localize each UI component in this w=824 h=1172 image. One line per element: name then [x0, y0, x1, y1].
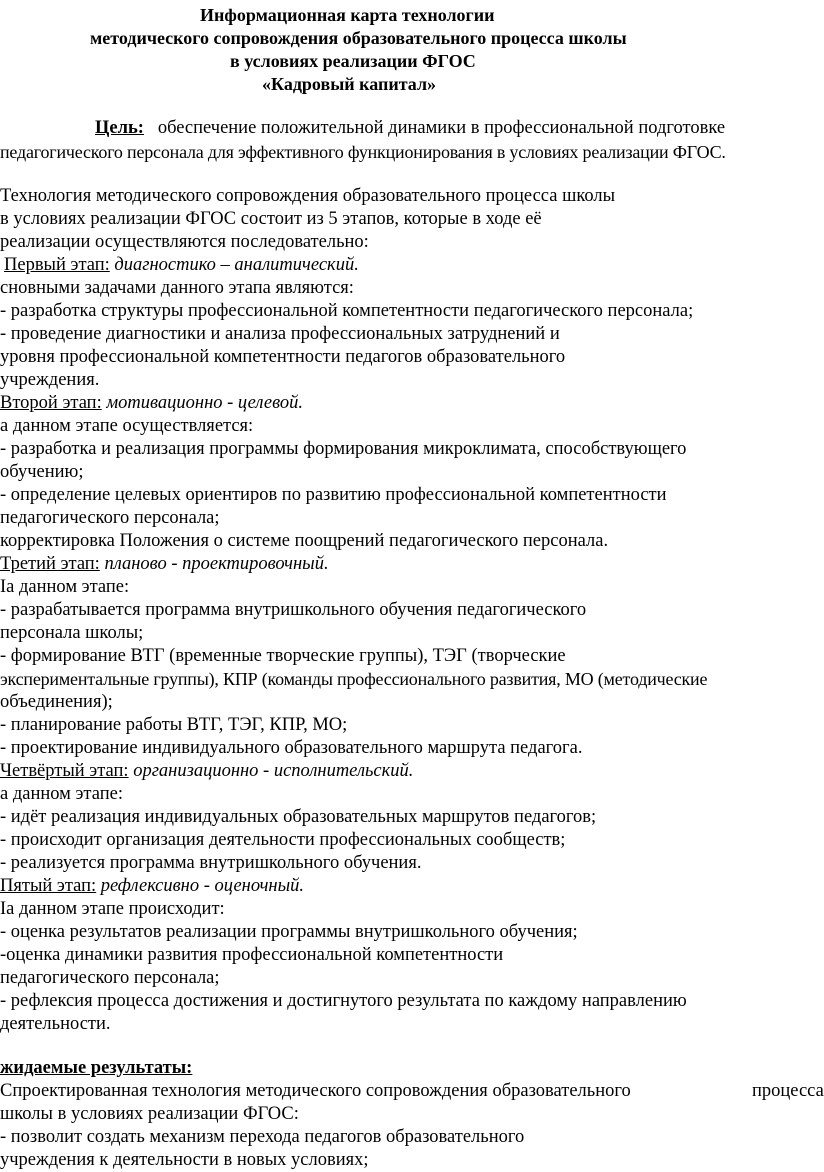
stage3-line: персонала школы;	[0, 623, 144, 643]
doc-title-line-3: в условиях реализации ФГОС	[230, 51, 476, 71]
stage3-line: экспериментальные группы), КПР (команды профессионального развития, МО (методические	[0, 669, 708, 689]
stage5-line: - рефлексия процесса достижения и достигнутого результата по каждому направлению	[0, 991, 687, 1011]
stage1-line: уровня профессиональной компетентности педагогов образовательного	[0, 347, 566, 367]
stage4-name: организационно - исполнительский.	[133, 761, 414, 781]
stage2-line: педагогического персонала;	[0, 508, 220, 528]
stage5-line: деятельности.	[0, 1014, 111, 1034]
stage4-label: Четвёртый этап:	[0, 761, 129, 781]
stage1-line: сновными задачами данного этапа являются:	[0, 278, 354, 298]
stage1-name: диагностико – аналитический.	[114, 255, 359, 275]
stage5-label: Пятый этап:	[0, 876, 97, 896]
stage5-line: Іа данном этапе происходит:	[0, 899, 225, 919]
stage3-line: - разрабатывается программа внутришкольного обучения педагогического	[0, 600, 587, 620]
goal-label: Цель:	[95, 118, 144, 138]
stage3-header	[0, 553, 329, 576]
stage2-header	[0, 392, 303, 415]
stage4-line: - реализуется программа внутришкольного обучения.	[0, 853, 422, 873]
stage3-line: - планирование работы ВТГ, ТЭГ, КПР, МО;	[0, 715, 348, 735]
results-line: учреждения к деятельности в новых условиях;	[0, 1150, 369, 1170]
stage2-line: обучению;	[0, 462, 84, 482]
results-line-1b: процесса	[752, 1081, 824, 1101]
intro-line-2: в условиях реализации ФГОС состоит из 5 этапов, которые в ходе её	[0, 209, 542, 229]
doc-title-line-4: «Кадровый капитал»	[262, 74, 437, 94]
results-line-1a: Спроектированная технология методического сопровождения образовательного	[0, 1081, 631, 1101]
stage3-label: Третий этап:	[0, 554, 100, 574]
stage3-line: Іа данном этапе:	[0, 577, 130, 597]
results-line: - позволит создать механизм перехода педагогов образовательного	[0, 1127, 525, 1147]
intro-line-3: реализации осуществляются последовательно:	[0, 232, 369, 252]
stage4-line: - происходит организация деятельности профессиональных сообществ;	[0, 830, 566, 850]
stage3-line: - формирование ВТГ (временные творческие группы), ТЭГ (творческие	[0, 646, 566, 666]
intro-line-1: Технология методического сопровождения образовательного процесса школы	[0, 186, 616, 206]
stage5-header	[0, 875, 304, 898]
stage2-line: - определение целевых ориентиров по развитию профессиональной компетентности	[0, 485, 667, 505]
stage3-line: - проектирование индивидуального образовательного маршрута педагога.	[0, 738, 583, 758]
stage2-label: Второй этап:	[0, 393, 102, 413]
stage1-label: Первый этап:	[4, 255, 110, 275]
stage4-line: - идёт реализация индивидуальных образовательных маршрутов педагогов;	[0, 807, 597, 827]
stage2-name: мотивационно - целевой.	[106, 393, 304, 413]
stage5-line: - оценка результатов реализации программы внутришкольного обучения;	[0, 922, 578, 942]
stage4-header	[0, 760, 413, 783]
doc-title-line-2: методического сопровождения образовательного процесса школы	[90, 28, 627, 48]
stage1-line: учреждения.	[0, 370, 100, 390]
stage2-line: а данном этапе осуществляется:	[0, 416, 254, 436]
stage1-line: - проведение диагностики и анализа профессиональных затруднений и	[0, 324, 560, 344]
goal-text-1: обеспечение положительной динамики в профессиональной подготовке	[157, 118, 726, 138]
stage4-line: а данном этапе:	[0, 784, 123, 804]
results-line: школы в условиях реализации ФГОС:	[0, 1104, 299, 1124]
stage1-header	[4, 254, 359, 277]
stage2-line: корректировка Положения о системе поощрений педагогического персонала.	[0, 531, 609, 551]
stage3-line: объединения);	[0, 692, 113, 712]
stage2-line: - разработка и реализация программы формирования микроклимата, способствующего	[0, 439, 687, 459]
stage1-line: - разработка структуры профессиональной компетентности педагогического персонала;	[0, 301, 694, 321]
results-heading: жидаемые результаты:	[0, 1058, 193, 1078]
stage3-name: планово - проектировочный.	[104, 554, 329, 574]
stage5-line: -оценка динамики развития профессиональной компетентности	[0, 945, 504, 965]
stage5-line: педагогического персонала;	[0, 968, 220, 988]
stage5-name: рефлексивно - оценочный.	[100, 876, 305, 896]
goal-line-2: педагогического персонала для эффективного функционирования в условиях реализации ФГОС.	[0, 142, 726, 162]
doc-title-line-1: Информационная карта технологии	[200, 5, 495, 25]
goal-line-1	[95, 117, 725, 140]
